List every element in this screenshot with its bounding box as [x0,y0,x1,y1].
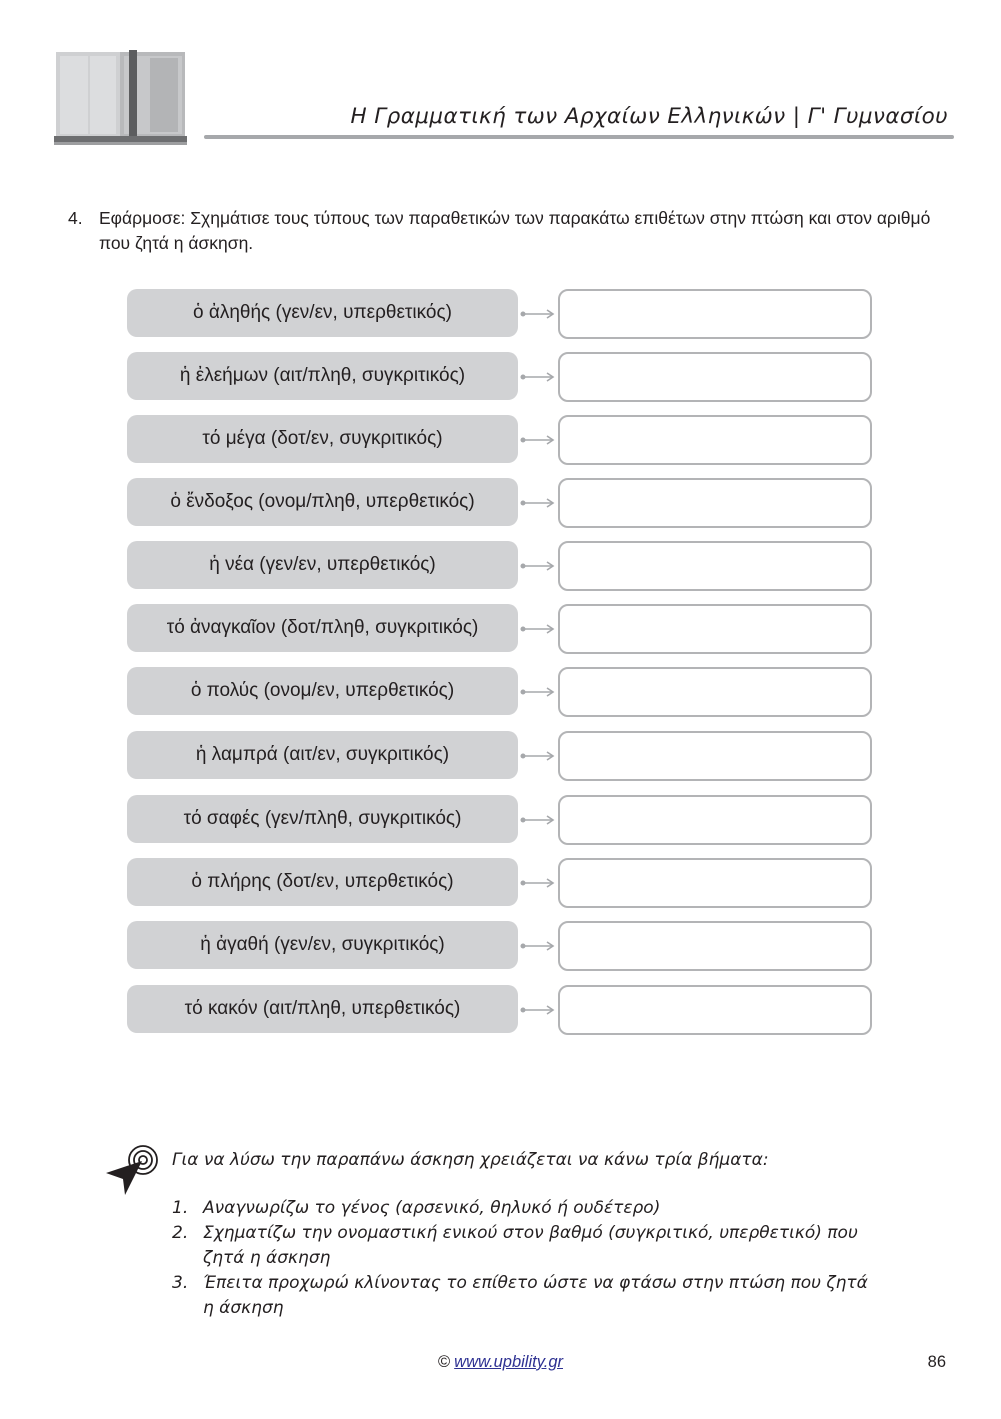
adjective-prompt: ἡ νέα (γεν/εν, υπερθετικός) [127,541,518,589]
exercise-row [127,352,872,402]
exercise-row [127,478,872,528]
answer-box[interactable] [558,921,872,971]
arrow-right-icon [520,371,556,383]
exercise-row [127,541,872,591]
copyright-symbol: © [438,1353,451,1371]
answer-box[interactable] [558,795,872,845]
arrow-right-icon [520,434,556,446]
adjective-prompt: τό ἀναγκαῖον (δοτ/πληθ, συγκριτικός) [127,604,518,652]
answer-box[interactable] [558,541,872,591]
answer-box[interactable] [558,985,872,1035]
step-text: Αναγνωρίζω το γένος (αρσενικό, θηλυκό ή ουδέτερο) [203,1198,661,1218]
exercise-text: Εφάρμοσε: Σχημάτισε τους τύπους των παραθετικών των παρακάτω επιθέτων στην πτώση και στον αριθμό που ζητά η άσκηση. [99,208,931,253]
exercise-row [127,289,872,339]
arrow-right-icon [520,814,556,826]
exercise-row [127,921,872,971]
header-divider [204,135,954,139]
arrow-right-icon [520,750,556,762]
footer-link[interactable]: www.upbility.gr [454,1353,563,1371]
exercise-row [127,731,872,781]
adjective-prompt: ὁ πολύς (ονομ/εν, υπερθετικός) [127,667,518,715]
answer-box[interactable] [558,289,872,339]
answer-box[interactable] [558,352,872,402]
header-title: Η Γραμματική των Αρχαίων Ελληνικών | Γ' Γυμνασίου [350,104,948,129]
exercise-number: 4. [68,208,83,228]
hint-intro: Για να λύσω την παραπάνω άσκηση χρειάζεται να κάνω τρία βήματα: [172,1150,769,1170]
adjective-prompt: ὁ πλήρης (δοτ/εν, υπερθετικός) [127,858,518,906]
exercise-row [127,858,872,908]
step-number: 2. [172,1223,189,1243]
adjective-prompt: ἡ ἐλεήμων (αιτ/πληθ, συγκριτικός) [127,352,518,400]
answer-box[interactable] [558,415,872,465]
page-number: 86 [927,1353,946,1371]
answer-box[interactable] [558,858,872,908]
exercise-row [127,795,872,845]
adjective-prompt: ὁ ἔνδοξος (ονομ/πληθ, υπερθετικός) [127,478,518,526]
answer-box[interactable] [558,604,872,654]
exercise-row [127,604,872,654]
adjective-prompt: ἡ λαμπρά (αιτ/εν, συγκριτικός) [127,731,518,779]
target-cursor-icon [104,1143,160,1197]
arrow-right-icon [520,686,556,698]
open-book-icon [54,50,187,146]
arrow-right-icon [520,623,556,635]
arrow-right-icon [520,497,556,509]
exercise-row [127,415,872,465]
answer-box[interactable] [558,731,872,781]
adjective-prompt: ὁ ἀληθής (γεν/εν, υπερθετικός) [127,289,518,337]
adjective-prompt: τό μέγα (δοτ/εν, συγκριτικός) [127,415,518,463]
footer-copyright [0,1353,1001,1372]
arrow-right-icon [520,1004,556,1016]
step-text: Έπειτα προχωρώ κλίνοντας το επίθετο ώστε να φτάσω στην πτώση που ζητά η άσκηση [203,1273,868,1318]
arrow-right-icon [520,308,556,320]
adjective-prompt: τό σαφές (γεν/πληθ, συγκριτικός) [127,795,518,843]
exercise-row [127,667,872,717]
exercise-row [127,985,872,1035]
answer-box[interactable] [558,667,872,717]
arrow-right-icon [520,877,556,889]
answer-box[interactable] [558,478,872,528]
arrow-right-icon [520,560,556,572]
adjective-prompt: τό κακόν (αιτ/πληθ, υπερθετικός) [127,985,518,1033]
arrow-right-icon [520,940,556,952]
adjective-prompt: ἡ ἀγαθή (γεν/εν, συγκριτικός) [127,921,518,969]
step-number: 1. [172,1198,189,1218]
step-number: 3. [172,1273,189,1293]
step-text: Σχηματίζω την ονομαστική ενικού στον βαθμό (συγκριτικό, υπερθετικό) που ζητά η άσκηση [203,1223,858,1268]
